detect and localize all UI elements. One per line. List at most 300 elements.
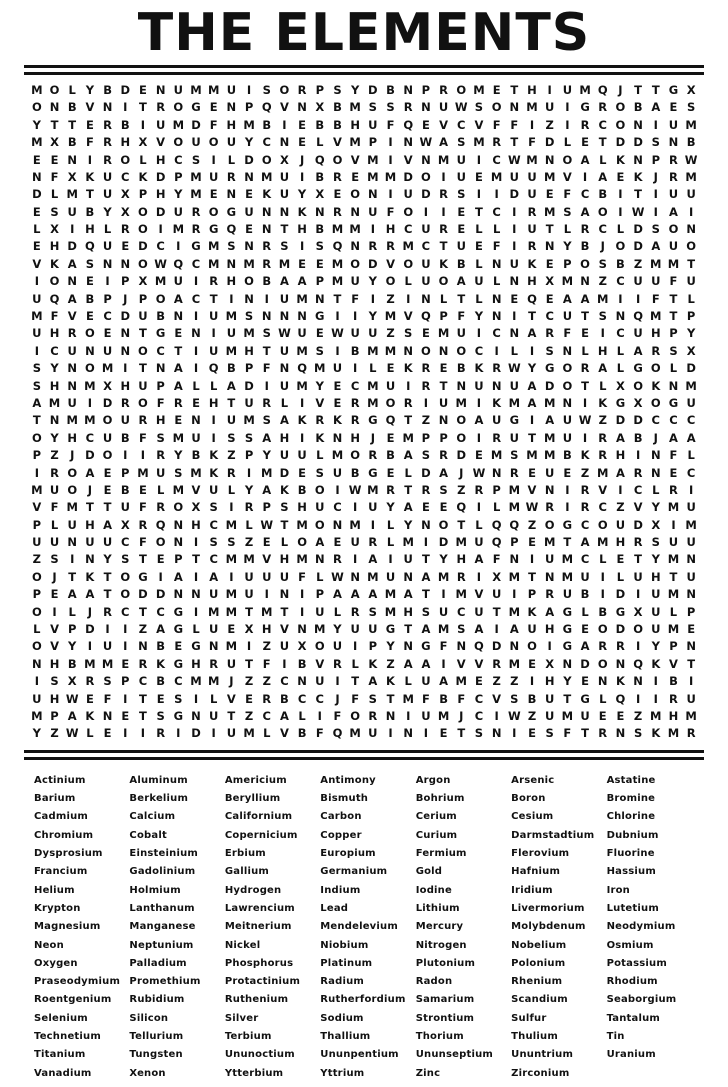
grid-letter: S [457,135,466,150]
grid-letter: R [262,691,272,706]
grid-letter: C [598,222,607,237]
grid-letter: R [103,135,112,150]
grid-letter: L [563,135,572,150]
grid-letter: L [599,691,607,706]
word-list-item: Cesium [511,811,554,823]
grid-letter: M [207,674,220,689]
grid-letter: I [476,500,482,515]
grid-letter: C [580,517,590,532]
grid-letter: O [31,430,42,445]
grid-letter: G [580,691,590,706]
grid-letter: M [597,465,609,480]
grid-letter: U [32,691,42,706]
grid-letter: A [580,291,590,306]
grid-letter: D [85,622,95,637]
grid-letter: M [154,274,167,289]
grid-letter: B [297,726,307,741]
grid-letter: N [261,204,272,219]
grid-letter: R [509,465,519,480]
grid-letter: D [615,413,626,428]
word-list-item: Radon [415,976,453,988]
grid-letter: R [527,204,537,219]
grid-letter: K [368,656,378,671]
grid-letter: N [615,726,626,741]
grid-letter: O [332,152,343,167]
grid-letter: I [123,622,128,637]
grid-letter: N [403,82,414,97]
grid-letter: L [687,448,695,463]
grid-letter: V [439,117,449,132]
grid-letter: T [192,552,200,567]
grid-letter: Z [138,622,148,637]
word-list-item: Curium [415,829,458,841]
word-list-item: Roentgenium [34,994,112,1006]
grid-letter: I [87,639,93,654]
word-list-item: Dubnium [606,829,659,841]
word-list-item: Antimony [320,774,376,786]
grid-letter: T [492,604,501,619]
grid-letter: M [455,587,467,602]
grid-letter: E [598,709,607,723]
grid-letter: I [335,343,340,358]
grid-letter: K [651,656,661,671]
grid-letter: N [456,378,467,393]
grid-letter: T [651,82,660,97]
grid-letter: P [67,622,77,637]
grid-letter: M [543,204,556,219]
word-list-item: Bromine [606,793,656,805]
grid-letter: D [155,587,166,602]
word-list-item: Lutetium [606,902,659,914]
grid-letter: D [244,152,254,167]
grid-letter: I [193,691,199,706]
grid-letter: U [138,378,148,393]
grid-letter: M [331,222,344,237]
grid-letter: M [543,448,556,463]
grid-letter: U [580,569,590,584]
grid-letter: X [138,274,148,289]
grid-letter: E [174,326,183,341]
grid-letter: P [121,274,130,289]
grid-letter: X [50,222,59,237]
grid-letter: F [139,430,147,445]
grid-letter: P [368,639,378,654]
grid-letter: M [84,378,96,393]
grid-letter: Y [651,552,660,567]
grid-letter: R [138,413,148,428]
grid-letter: U [474,378,484,393]
grid-letter: I [512,726,517,741]
grid-letter: Q [49,291,60,306]
grid-letter: Q [332,726,343,741]
grid-letter: M [225,604,238,619]
grid-letter: Z [580,465,590,480]
grid-letter: V [598,482,608,497]
word-list-item: Ununseptium [415,1049,494,1061]
grid-letter: A [368,674,378,689]
grid-letter: I [476,395,482,410]
grid-row [28,482,700,499]
grid-letter: M [207,256,220,271]
grid-letter: H [544,674,555,689]
grid-letter: U [562,430,573,445]
grid-letter: U [138,309,148,324]
word-list-item: Sodium [320,1012,364,1024]
grid-letter: O [350,448,361,463]
word-list-item: Osmium [606,939,654,951]
grid-letter: U [297,448,307,463]
grid-letter: U [686,274,696,289]
grid-letter: C [492,326,501,341]
grid-letter: E [32,239,41,254]
grid-letter: M [543,395,556,410]
grid-letter: W [419,135,433,150]
word-list-item: Indium [320,884,361,896]
grid-letter: F [651,291,660,306]
grid-letter: K [527,256,537,271]
word-list-item: Vanadium [34,1067,92,1079]
grid-letter: I [229,500,234,515]
grid-letter: I [582,169,588,184]
grid-letter: I [512,239,517,254]
grid-letter: M [66,187,78,202]
word-list-item: Actinium [34,774,86,786]
word-list-item: Xenon [129,1067,166,1079]
grid-letter: E [174,413,183,428]
grid-letter: M [367,569,379,584]
grid-letter: N [314,204,325,219]
grid-letter: L [50,517,59,532]
grid-letter: M [331,448,344,463]
grid-letter: U [580,709,590,723]
grid-letter: H [120,135,131,150]
word-list-item: Dysprosium [34,848,103,860]
grid-letter: B [67,100,77,115]
grid-letter: M [225,309,238,324]
grid-letter: K [297,413,307,428]
grid-letter: Y [386,500,395,515]
grid-letter: D [67,239,77,254]
grid-letter: M [31,709,43,723]
grid-letter: D [32,187,42,202]
grid-letter: K [651,378,661,393]
grid-letter: G [191,100,201,115]
word-list-item: Nitrogen [415,939,467,951]
grid-letter: G [368,465,378,480]
grid-letter: L [616,361,625,376]
grid-letter: M [685,517,697,532]
grid-letter: N [279,309,290,324]
grid-letter: L [227,152,236,167]
grid-letter: T [421,587,430,602]
grid-letter: N [544,239,555,254]
grid-letter: A [279,413,289,428]
grid-letter: T [174,343,183,358]
grid-letter: Z [227,448,236,463]
grid-letter: W [472,465,486,480]
grid-letter: N [279,587,290,602]
grid-letter: D [491,639,502,654]
grid-letter: T [581,726,589,741]
grid-letter: Y [333,622,342,637]
grid-letter: D [138,587,148,602]
grid-letter: R [50,465,59,480]
grid-letter: O [173,100,184,115]
grid-letter: I [600,587,605,602]
grid-letter: Q [597,82,608,97]
grid-letter: M [172,117,185,132]
grid-letter: Y [50,361,59,376]
grid-letter: A [103,517,113,532]
grid-letter: U [562,587,573,602]
grid-letter: S [32,361,41,376]
grid-letter: U [545,465,555,480]
word-list-item: Boron [511,793,546,805]
grid-letter: J [459,709,464,723]
grid-letter: F [139,500,147,515]
grid-letter: Y [368,309,377,324]
word-list-item: Nobelium [511,939,567,951]
grid-letter: R [333,552,342,567]
grid-letter: U [651,604,661,619]
grid-letter: N [509,100,520,115]
grid-letter: Z [616,500,625,515]
word-list-item: Radium [320,976,365,988]
grid-letter: A [173,378,183,393]
grid-letter: G [173,656,184,671]
grid-letter: O [456,413,467,428]
grid-letter: E [581,135,589,150]
grid-letter: D [120,82,131,97]
grid-letter: M [349,517,361,532]
grid-letter: W [331,326,344,341]
grid-letter: I [264,587,269,602]
grid-letter: U [226,726,237,741]
grid-letter: Y [563,674,572,689]
grid-letter: V [85,100,95,115]
grid-letter: I [299,430,305,445]
grid-letter: M [207,239,220,254]
grid-letter: E [85,274,94,289]
grid-letter: U [385,569,396,584]
grid-letter: W [525,500,539,515]
grid-letter: F [386,117,395,132]
grid-letter: N [350,239,360,254]
grid-letter: I [476,152,482,167]
grid-letter: W [578,413,592,428]
grid-letter: O [173,135,184,150]
grid-letter: M [261,169,273,184]
grid-letter: U [120,413,130,428]
grid-letter: L [316,569,324,584]
grid-letter: N [544,569,555,584]
grid-letter: N [686,552,696,567]
word-list-item: Platinum [320,957,373,969]
grid-letter: R [120,395,130,410]
grid-letter: M [243,256,255,271]
grid-letter: E [439,361,448,376]
word-list-item: Astatine [606,774,656,786]
grid-letter: U [332,639,343,654]
grid-letter: N [297,309,307,324]
grid-letter: Y [439,552,448,567]
grid-letter: U [385,378,396,393]
grid-letter: O [208,204,219,219]
word-list-item: Plutonium [415,957,476,969]
word-list-item: Arsenic [511,774,555,786]
grid-letter: M [508,395,521,410]
word-list-item: Krypton [34,902,81,914]
grid-letter: M [455,395,467,410]
grid-letter: N [633,152,643,167]
grid-letter: E [245,187,253,202]
grid-letter: E [457,222,466,237]
grid-letter: O [314,482,325,497]
grid-letter: A [527,395,537,410]
grid-letter: R [686,726,696,741]
grid-letter: O [597,517,608,532]
grid-letter: P [651,152,660,167]
grid-letter: X [297,639,307,654]
grid-letter: R [615,639,625,654]
grid-letter: E [616,709,625,723]
grid-letter: H [615,535,626,550]
grid-letter: T [634,187,643,202]
word-list-item: Berkelium [129,793,189,805]
grid-letter: G [580,100,590,115]
grid-letter: X [50,135,59,150]
grid-letter: H [49,656,60,671]
grid-letter: U [262,569,272,584]
grid-letter: U [368,326,378,341]
grid-letter: L [599,152,607,167]
word-list-item: Lawrencium [224,902,295,914]
grid-letter: N [686,587,696,602]
grid-letter: X [103,378,112,393]
grid-letter: R [350,395,360,410]
grid-letter: N [297,100,307,115]
grid-letter: C [474,691,484,706]
grid-letter: Q [314,152,325,167]
grid-letter: E [85,117,94,132]
grid-letter: L [280,395,289,410]
grid-letter: U [279,639,290,654]
grid-letter: A [580,152,590,167]
grid-letter: X [191,500,201,515]
grid-letter: C [191,291,201,306]
grid-letter: R [350,604,360,619]
grid-row [28,273,700,290]
grid-letter: E [298,256,307,271]
grid-letter: T [139,691,147,706]
word-list-item: Tungsten [129,1049,183,1061]
grid-letter: M [490,169,503,184]
grid-letter: K [580,448,590,463]
grid-letter: N [686,222,696,237]
grid-letter: O [155,291,166,306]
grid-letter: E [209,100,218,115]
grid-letter: U [32,535,42,550]
grid-letter: R [456,569,466,584]
grid-letter: X [315,187,325,202]
grid-letter: A [209,569,219,584]
grid-letter: R [439,222,448,237]
grid-letter: B [315,222,325,237]
grid-letter: B [297,482,307,497]
grid-letter: T [85,187,94,202]
grid-letter: N [155,82,166,97]
grid-letter: M [243,117,255,132]
grid-letter: N [102,256,113,271]
grid-letter: I [565,500,570,515]
grid-letter: R [103,117,112,132]
grid-letter: G [315,309,325,324]
grid-letter: T [103,587,112,602]
grid-letter: I [423,204,429,219]
grid-letter: F [421,691,430,706]
grid-letter: M [402,535,414,550]
grid-letter: E [121,239,130,254]
grid-letter: R [545,587,555,602]
grid-letter: H [49,239,60,254]
word-list-item: Holmium [129,884,181,896]
grid-letter: G [155,326,166,341]
grid-letter: P [156,378,165,393]
grid-letter: I [193,535,199,550]
grid-letter: O [403,256,414,271]
grid-letter: U [102,430,113,445]
grid-letter: U [421,274,431,289]
grid-letter: S [687,100,696,115]
grid-letter: A [403,587,413,602]
grid-letter: U [102,343,113,358]
grid-letter: U [456,169,466,184]
grid-letter: I [264,378,269,393]
grid-letter: B [85,204,95,219]
grid-letter: Q [421,309,431,324]
grid-letter: N [403,726,414,741]
grid-row [28,256,700,273]
grid-letter: S [191,152,201,167]
grid-letter: X [67,674,77,689]
grid-letter: U [421,256,431,271]
grid-letter: I [653,204,658,219]
word-list-item: Hafnium [511,866,561,878]
word-list-item: Tellurium [129,1031,184,1042]
grid-row [28,82,700,99]
grid-letter: R [368,709,378,723]
grid-letter: V [156,135,166,150]
grid-letter: Q [155,517,166,532]
grid-letter: M [667,587,680,602]
grid-letter: I [211,413,216,428]
grid-letter: U [403,187,413,202]
grid-letter: U [368,726,378,741]
grid-letter: N [544,482,555,497]
grid-letter: I [123,448,128,463]
grid-letter: R [580,117,590,132]
word-list-item: Darmstadtium [511,829,595,841]
grid-letter: M [243,326,255,341]
grid-letter: R [333,169,342,184]
grid-letter: U [191,135,201,150]
grid-letter: R [120,222,130,237]
grid-letter: U [67,204,77,219]
grid-letter: C [403,222,413,237]
grid-letter: Z [457,482,466,497]
grid-letter: C [474,343,484,358]
grid-letter: M [243,726,255,741]
